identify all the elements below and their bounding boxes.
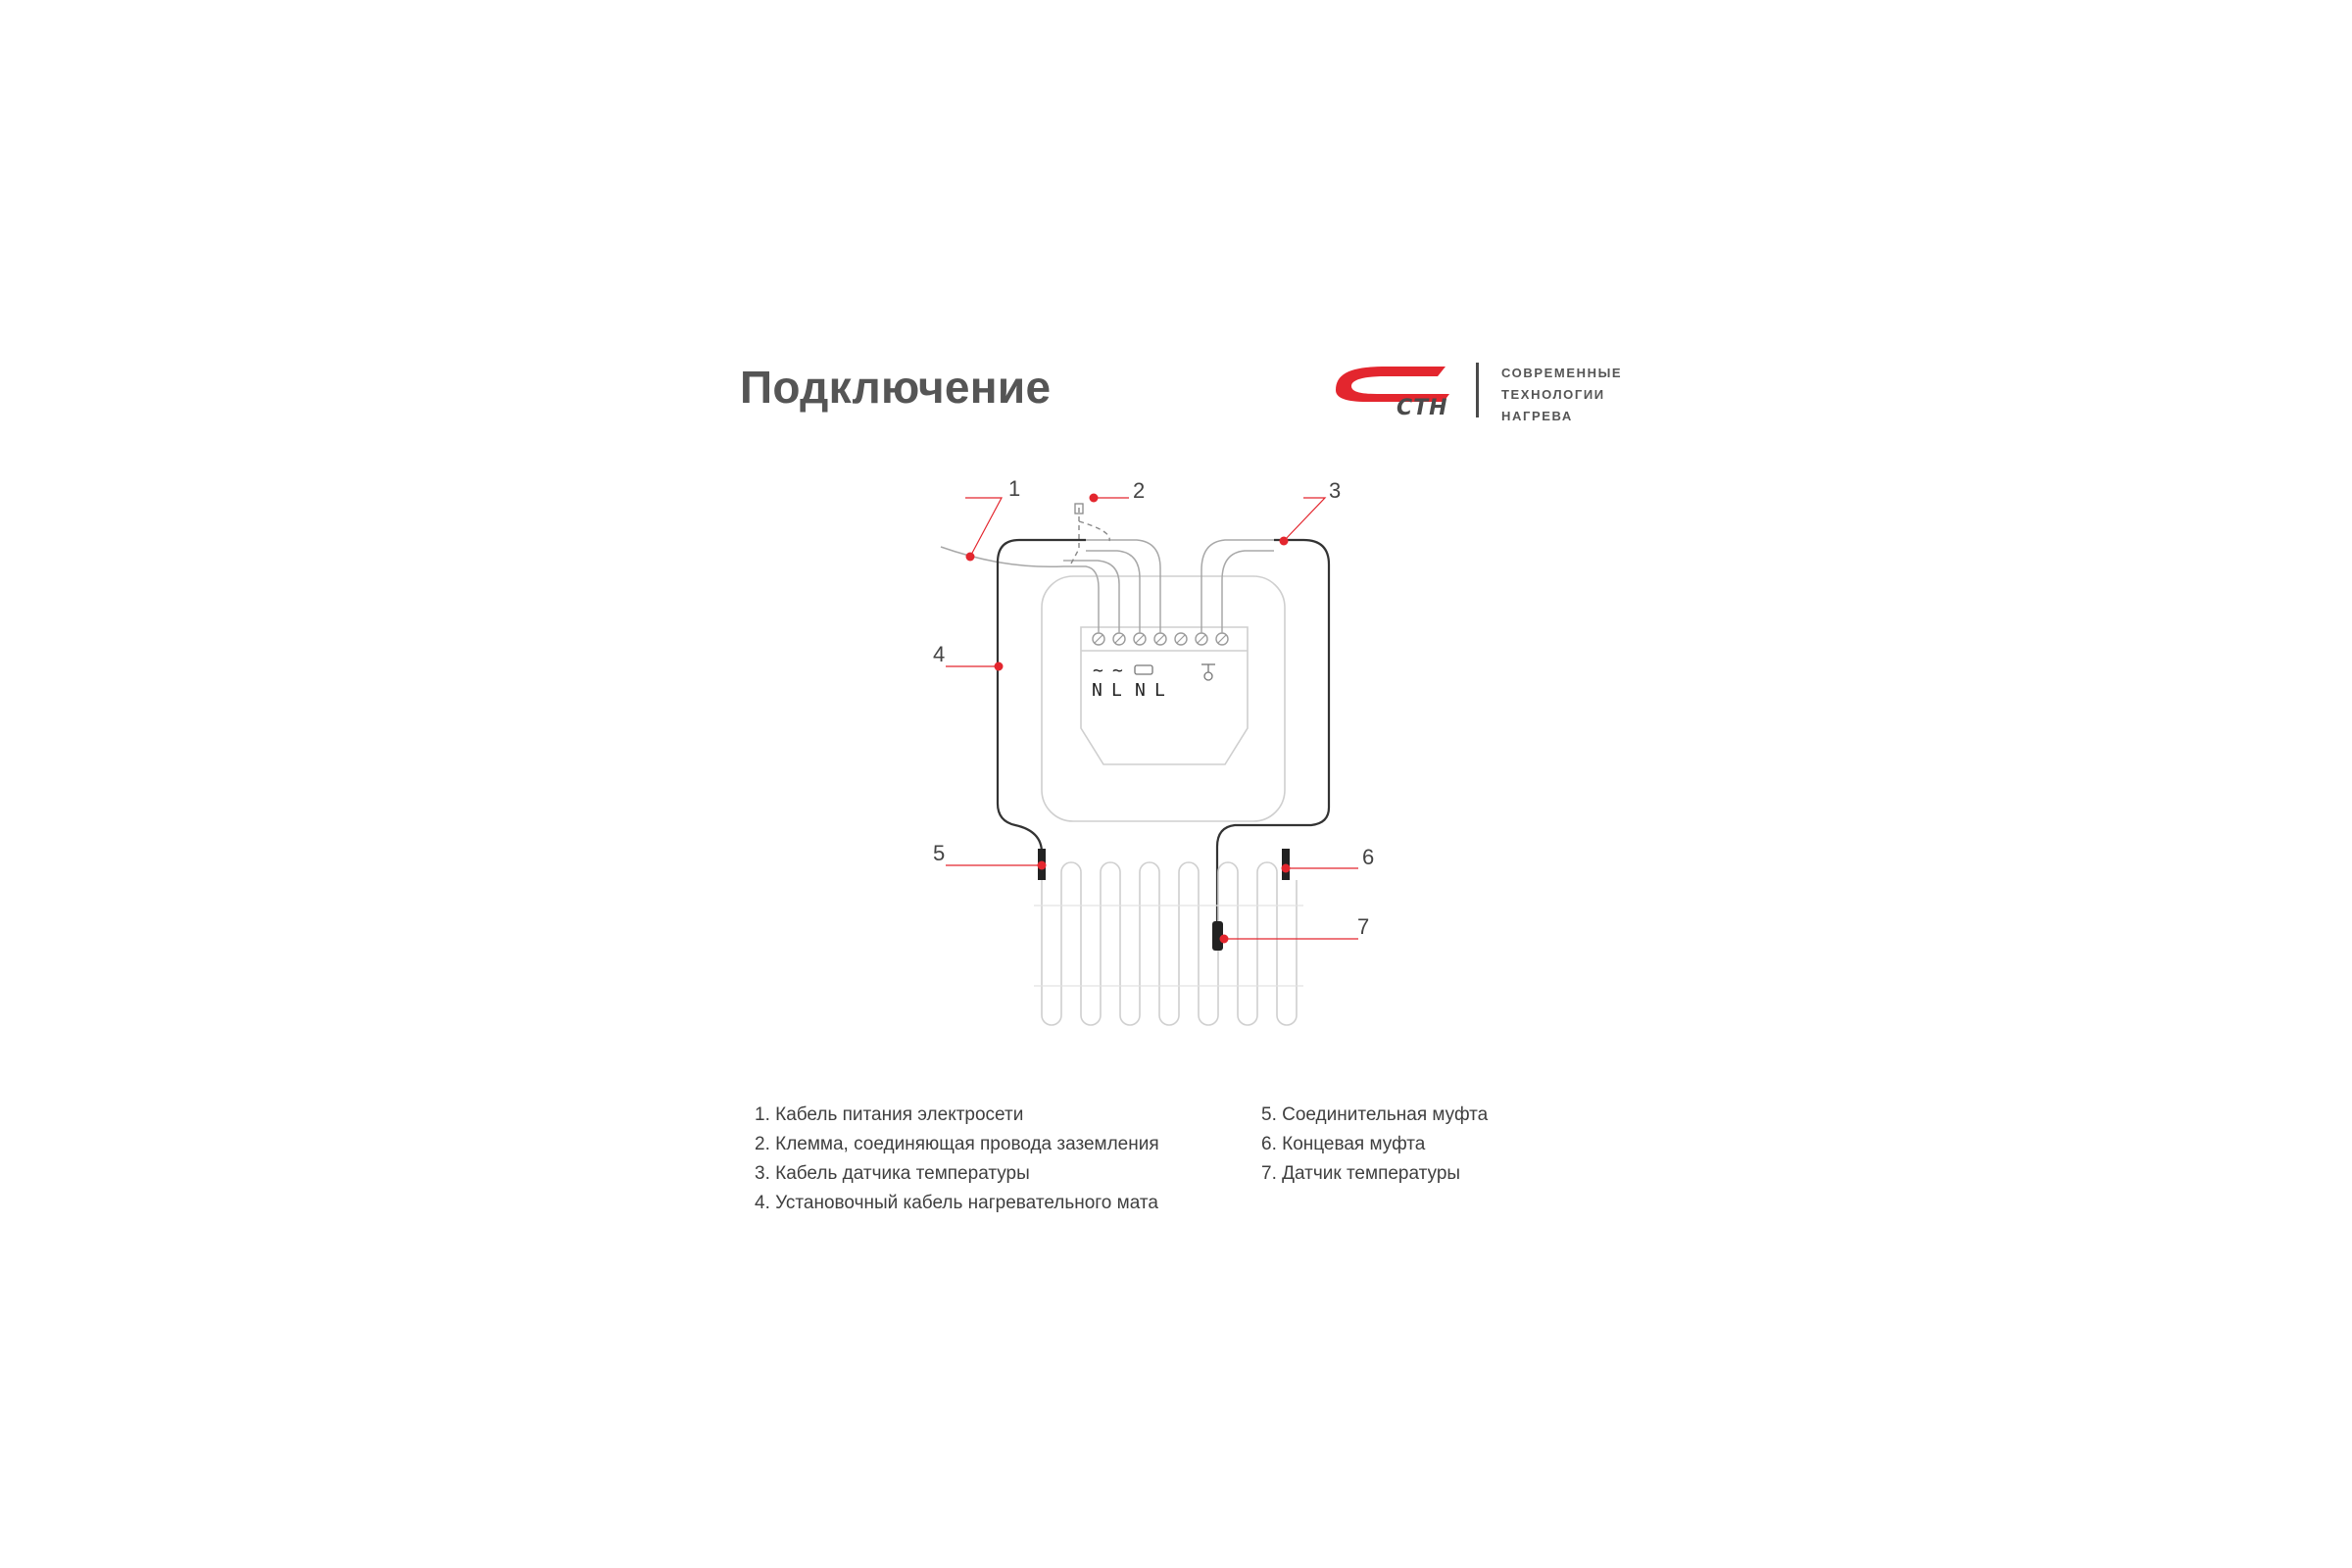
terminal-screw: [1216, 633, 1228, 645]
svg-text:5: 5: [933, 841, 946, 865]
callout-7: [1220, 914, 1370, 944]
svg-text:4: 4: [933, 642, 946, 666]
power-cable-wire-1: [941, 547, 1099, 633]
sensor-cable: [1217, 540, 1329, 925]
legend-item-1: 1. Кабель питания электросети: [755, 1104, 1024, 1125]
terminal-label-n2: N: [1135, 680, 1146, 701]
legend-item-5: 5. Соединительная муфта: [1261, 1104, 1489, 1125]
logo-line-1: СОВРЕМЕННЫЕ: [1501, 366, 1623, 380]
svg-text:7: 7: [1357, 914, 1370, 939]
legend-item-7: 7. Датчик температуры: [1261, 1163, 1461, 1184]
callout-5: [933, 841, 1047, 870]
logo-line-3: НАГРЕВА: [1501, 409, 1573, 423]
terminal-screw: [1175, 633, 1187, 645]
mat-cable-wire-2: [1086, 540, 1160, 633]
legend-item-4: 4. Установочный кабель нагревательного мата: [755, 1193, 1158, 1213]
terminal-screw: [1196, 633, 1207, 645]
legend-left: [755, 1101, 1159, 1218]
callout-2: [1090, 478, 1146, 503]
svg-text:6: 6: [1362, 845, 1375, 869]
power-cable-wire-2: [1063, 561, 1119, 633]
legend-right: [1261, 1101, 1488, 1189]
svg-text:1: 1: [1008, 476, 1021, 501]
terminal-screws: [1093, 633, 1228, 645]
page-title: Подключение: [740, 362, 1052, 413]
svg-text:3: 3: [1329, 478, 1342, 503]
legend-item-2: 2. Клемма, соединяющая провода заземления: [755, 1134, 1159, 1154]
heater-symbol-icon: [1135, 665, 1152, 674]
sensor-cable-wire-1: [1201, 540, 1274, 633]
mat-cable-wire-1: [1086, 551, 1140, 633]
sensor-symbol-icon: [1201, 664, 1215, 680]
legend-item-6: 6. Концевая муфта: [1261, 1134, 1426, 1154]
terminal-label-n1: N: [1092, 680, 1102, 701]
terminal-label-l2: L: [1154, 680, 1165, 701]
callout-1: [965, 476, 1020, 562]
callout-4: [933, 642, 1004, 671]
legend-item-3: 3. Кабель датчика температуры: [755, 1163, 1030, 1184]
terminal-label-l1: L: [1111, 680, 1122, 701]
terminal-tilde-2: ~: [1112, 661, 1123, 681]
terminal-screw: [1154, 633, 1166, 645]
svg-text:2: 2: [1133, 478, 1146, 503]
earth-clamp-wire: [1071, 508, 1079, 564]
terminal-screw: [1113, 633, 1125, 645]
callout-6: [1282, 845, 1375, 873]
heating-mat-cable: [1042, 862, 1297, 1025]
logo-line-2: ТЕХНОЛОГИИ: [1501, 387, 1605, 402]
terminal-screw: [1093, 633, 1104, 645]
logo-abbr: СТН: [1396, 396, 1448, 420]
callout-3: [1280, 478, 1342, 546]
terminal-tilde-1: ~: [1093, 661, 1103, 681]
earth-clamp-link: [1079, 521, 1109, 541]
terminal-screw: [1134, 633, 1146, 645]
sensor-cable-wire-2: [1222, 551, 1274, 633]
